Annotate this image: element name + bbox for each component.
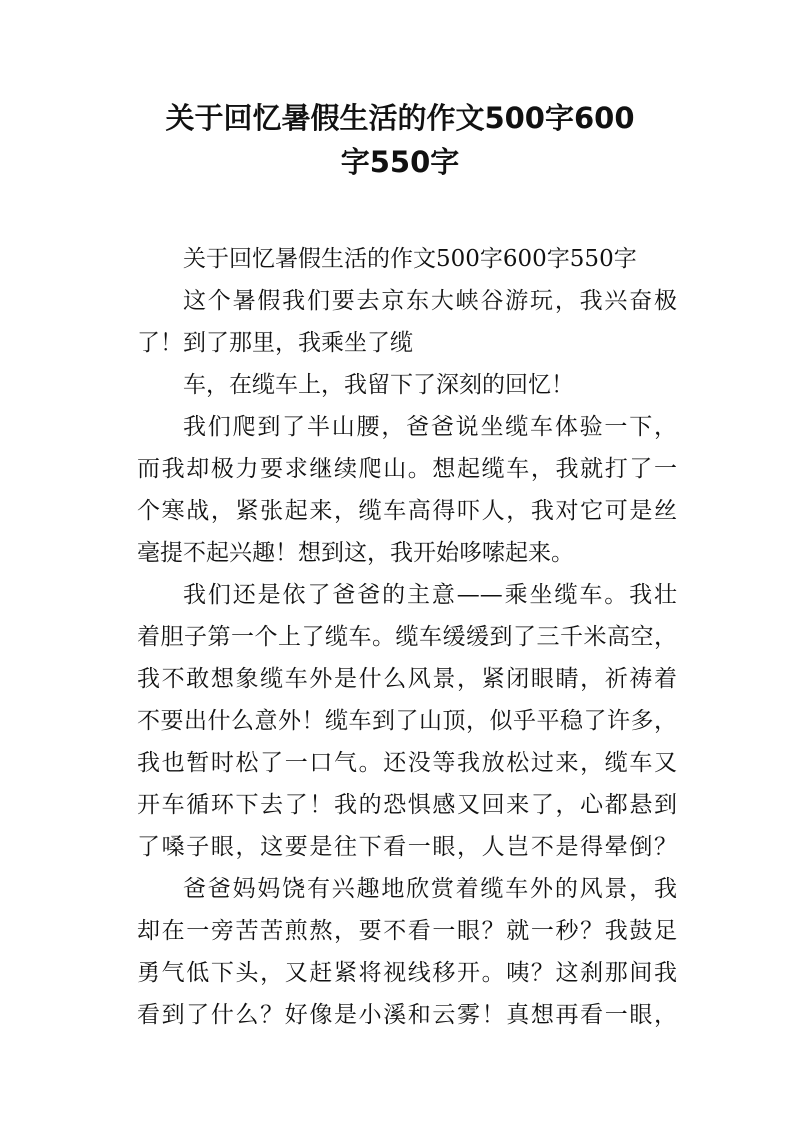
- text-line: 爸爸妈妈饶有兴趣地欣赏着缆车外的风景，我: [183, 876, 677, 902]
- title-line: 字550字: [340, 145, 460, 179]
- title-line: 关于回忆暑假生活的作文500字600: [165, 101, 635, 135]
- text-line: 开车循环下去了！我的恐惧感又回来了，心都悬到: [137, 792, 677, 818]
- text-line: 了！到了那里，我乘坐了缆: [137, 330, 413, 356]
- text-line: 我们还是依了爸爸的主意——乘坐缆车。我壮: [183, 582, 677, 608]
- text-line: 我不敢想象缆车外是什么风景，紧闭眼睛，祈祷着: [137, 666, 677, 692]
- text-line: 看到了什么？好像是小溪和云雾！真想再看一眼，: [137, 1002, 677, 1028]
- text-line: 勇气低下头，又赶紧将视线移开。咦？这刹那间我: [137, 960, 677, 986]
- text-line: 着胆子第一个上了缆车。缆车缓缓到了三千米高空，: [137, 624, 677, 650]
- text-line: 毫提不起兴趣！想到这，我开始哆嗦起来。: [137, 540, 574, 566]
- text-line: 而我却极力要求继续爬山。想起缆车，我就打了一: [137, 456, 677, 482]
- text-line: 车，在缆车上，我留下了深刻的回忆！: [183, 372, 574, 398]
- text-line: 我也暂时松了一口气。还没等我放松过来，缆车又: [137, 750, 677, 776]
- text-line: 了嗓子眼，这要是往下看一眼，人岂不是得晕倒？: [137, 834, 677, 860]
- text-line: 不要出什么意外！缆车到了山顶，似乎平稳了许多，: [137, 708, 677, 734]
- article-body: [137, 238, 677, 1036]
- document-title: [100, 96, 700, 184]
- text-line: 我们爬到了半山腰，爸爸说坐缆车体验一下，: [183, 414, 677, 440]
- text-line: 个寒战，紧张起来，缆车高得吓人，我对它可是丝: [137, 498, 677, 524]
- text-line: 却在一旁苦苦煎熬，要不看一眼？就一秒？我鼓足: [137, 918, 677, 944]
- text-line: 关于回忆暑假生活的作文500字600字550字: [183, 246, 637, 272]
- text-line: 这个暑假我们要去京东大峡谷游玩，我兴奋极: [183, 288, 677, 314]
